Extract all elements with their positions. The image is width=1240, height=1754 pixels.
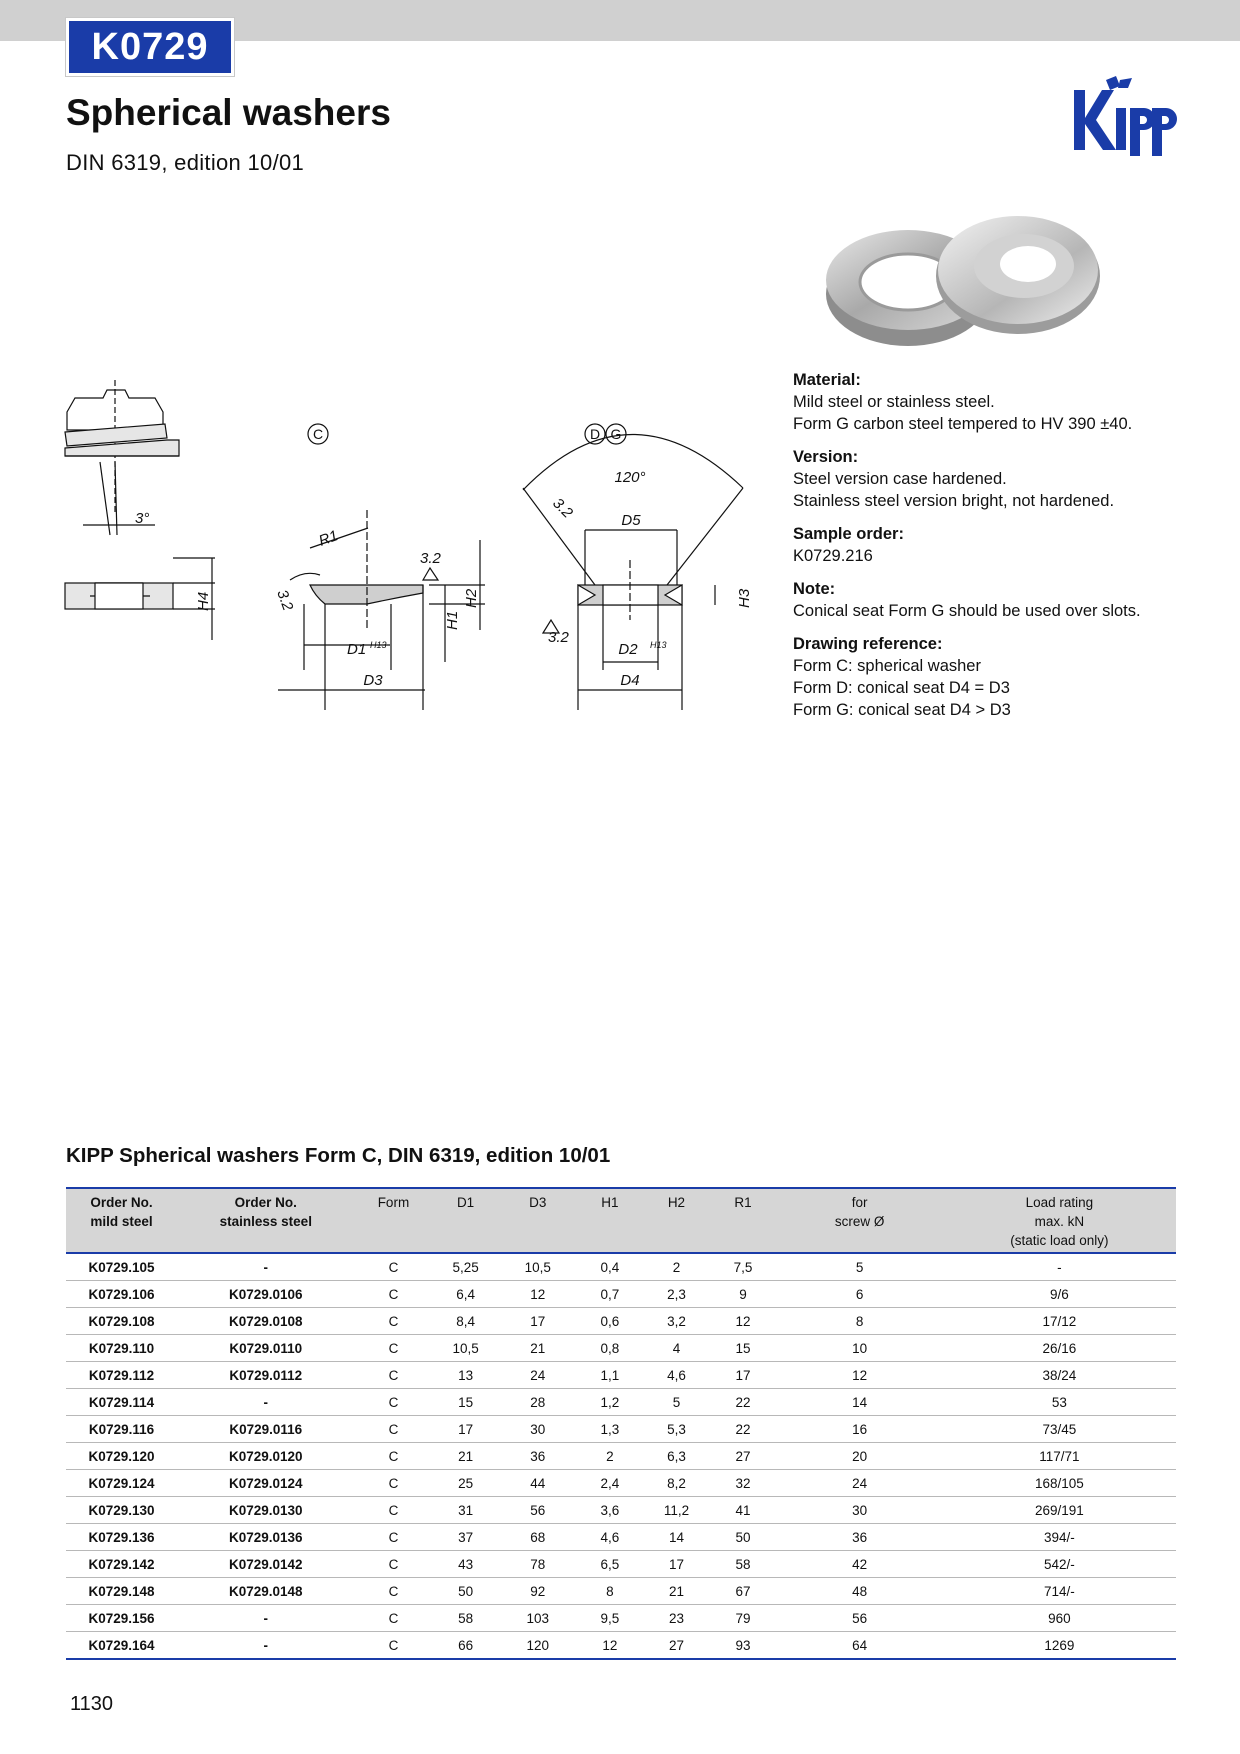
form-g-label: G bbox=[610, 426, 622, 442]
cell-form: C bbox=[355, 1416, 433, 1443]
sample-order-heading: Sample order: bbox=[793, 525, 904, 543]
cell-d3: 21 bbox=[499, 1335, 577, 1362]
cell-load-rating: 38/24 bbox=[943, 1362, 1176, 1389]
table-row bbox=[66, 1362, 1176, 1389]
cell-d1: 31 bbox=[432, 1497, 499, 1524]
cell-load-rating: 53 bbox=[943, 1389, 1176, 1416]
cell-d1: 43 bbox=[432, 1551, 499, 1578]
cell-h2: 5 bbox=[643, 1389, 710, 1416]
cell-h1: 0,6 bbox=[577, 1308, 644, 1335]
cell-d1: 50 bbox=[432, 1578, 499, 1605]
cell-order-no-mild: K0729.164 bbox=[66, 1632, 177, 1660]
cell-order-no-mild: K0729.108 bbox=[66, 1308, 177, 1335]
material-line: Form G carbon steel tempered to HV 390 ±40. bbox=[793, 415, 1133, 433]
drawing-reference-section bbox=[793, 633, 1193, 721]
table-row bbox=[66, 1308, 1176, 1335]
cell-form: C bbox=[355, 1281, 433, 1308]
cell-screw: 16 bbox=[776, 1416, 943, 1443]
cell-h2: 4,6 bbox=[643, 1362, 710, 1389]
cell-h2: 5,3 bbox=[643, 1416, 710, 1443]
note-section bbox=[793, 578, 1193, 622]
material-section bbox=[793, 369, 1193, 435]
cell-h1: 2 bbox=[577, 1443, 644, 1470]
cell-load-rating: 73/45 bbox=[943, 1416, 1176, 1443]
angle-120-label: 120° bbox=[614, 469, 646, 486]
cell-form: C bbox=[355, 1389, 433, 1416]
table-row bbox=[66, 1416, 1176, 1443]
col-header-r1: R1 bbox=[710, 1188, 777, 1253]
cell-r1: 50 bbox=[710, 1524, 777, 1551]
cell-load-rating: 542/- bbox=[943, 1551, 1176, 1578]
table-row bbox=[66, 1551, 1176, 1578]
cell-order-no-mild: K0729.142 bbox=[66, 1551, 177, 1578]
cell-r1: 7,5 bbox=[710, 1253, 777, 1281]
cell-load-rating: - bbox=[943, 1253, 1176, 1281]
cell-r1: 32 bbox=[710, 1470, 777, 1497]
d1-label: D1 bbox=[347, 641, 367, 658]
cell-form: C bbox=[355, 1362, 433, 1389]
cell-d3: 56 bbox=[499, 1497, 577, 1524]
cell-order-no-stainless: K0729.0142 bbox=[177, 1551, 355, 1578]
cell-h1: 4,6 bbox=[577, 1524, 644, 1551]
cell-screw: 6 bbox=[776, 1281, 943, 1308]
cell-order-no-stainless: - bbox=[177, 1253, 355, 1281]
cell-screw: 42 bbox=[776, 1551, 943, 1578]
cell-d1: 10,5 bbox=[432, 1335, 499, 1362]
cell-load-rating: 960 bbox=[943, 1605, 1176, 1632]
table-body bbox=[66, 1253, 1176, 1659]
h1-label: H1 bbox=[444, 610, 461, 630]
cell-order-no-mild: K0729.148 bbox=[66, 1578, 177, 1605]
cell-d3: 92 bbox=[499, 1578, 577, 1605]
col-header-screw: for screw Ø bbox=[776, 1188, 943, 1253]
cell-d1: 66 bbox=[432, 1632, 499, 1660]
version-line: Steel version case hardened. bbox=[793, 470, 1007, 488]
cell-form: C bbox=[355, 1551, 433, 1578]
material-line: Mild steel or stainless steel. bbox=[793, 393, 995, 411]
cell-d3: 17 bbox=[499, 1308, 577, 1335]
drawing-reference-line: Form C: spherical washer bbox=[793, 657, 981, 675]
col-header-order-stainless: Order No. stainless steel bbox=[177, 1188, 355, 1253]
cell-d1: 5,25 bbox=[432, 1253, 499, 1281]
table-row bbox=[66, 1578, 1176, 1605]
cell-form: C bbox=[355, 1497, 433, 1524]
cell-d3: 36 bbox=[499, 1443, 577, 1470]
cell-order-no-stainless: K0729.0110 bbox=[177, 1335, 355, 1362]
cell-h1: 8 bbox=[577, 1578, 644, 1605]
cell-d3: 10,5 bbox=[499, 1253, 577, 1281]
cell-r1: 9 bbox=[710, 1281, 777, 1308]
cell-r1: 93 bbox=[710, 1632, 777, 1660]
kipp-logo-icon bbox=[1072, 74, 1184, 158]
cell-load-rating: 269/191 bbox=[943, 1497, 1176, 1524]
roughness-label-c-top: 3.2 bbox=[420, 550, 441, 567]
col-header-load-rating: Load rating max. kN (static load only) bbox=[943, 1188, 1176, 1253]
version-heading: Version: bbox=[793, 448, 859, 466]
cell-h2: 2 bbox=[643, 1253, 710, 1281]
cell-order-no-mild: K0729.130 bbox=[66, 1497, 177, 1524]
cell-r1: 27 bbox=[710, 1443, 777, 1470]
washer-image-right bbox=[936, 216, 1100, 334]
col-header-d3: D3 bbox=[499, 1188, 577, 1253]
page-subtitle: DIN 6319, edition 10/01 bbox=[66, 150, 305, 175]
table-row bbox=[66, 1281, 1176, 1308]
cell-order-no-mild: K0729.112 bbox=[66, 1362, 177, 1389]
cell-screw: 30 bbox=[776, 1497, 943, 1524]
cell-h2: 11,2 bbox=[643, 1497, 710, 1524]
cell-load-rating: 117/71 bbox=[943, 1443, 1176, 1470]
table-row bbox=[66, 1443, 1176, 1470]
table-row bbox=[66, 1605, 1176, 1632]
cell-d1: 15 bbox=[432, 1389, 499, 1416]
cell-d3: 28 bbox=[499, 1389, 577, 1416]
cell-d3: 24 bbox=[499, 1362, 577, 1389]
cell-h1: 9,5 bbox=[577, 1605, 644, 1632]
cell-screw: 14 bbox=[776, 1389, 943, 1416]
cell-d1: 17 bbox=[432, 1416, 499, 1443]
h4-label: H4 bbox=[195, 591, 212, 611]
cell-h1: 0,7 bbox=[577, 1281, 644, 1308]
cell-h2: 8,2 bbox=[643, 1470, 710, 1497]
cell-form: C bbox=[355, 1308, 433, 1335]
product-photo bbox=[818, 214, 1108, 354]
drawing-reference-line: Form G: conical seat D4 > D3 bbox=[793, 701, 1011, 719]
cell-d3: 12 bbox=[499, 1281, 577, 1308]
cell-r1: 22 bbox=[710, 1389, 777, 1416]
d1-tolerance-label: H13 bbox=[370, 640, 387, 650]
cell-form: C bbox=[355, 1443, 433, 1470]
cell-h1: 0,4 bbox=[577, 1253, 644, 1281]
cell-load-rating: 9/6 bbox=[943, 1281, 1176, 1308]
cell-form: C bbox=[355, 1253, 433, 1281]
cell-d1: 37 bbox=[432, 1524, 499, 1551]
cell-form: C bbox=[355, 1524, 433, 1551]
d2-label: D2 bbox=[618, 641, 638, 658]
table-title: KIPP Spherical washers Form C, DIN 6319, edition 10/01 bbox=[66, 1144, 611, 1167]
cell-r1: 22 bbox=[710, 1416, 777, 1443]
cell-h2: 6,3 bbox=[643, 1443, 710, 1470]
h2-label: H2 bbox=[463, 588, 480, 608]
angle-3-label: 3° bbox=[135, 510, 150, 527]
col-header-h2: H2 bbox=[643, 1188, 710, 1253]
col-header-d1: D1 bbox=[432, 1188, 499, 1253]
cell-r1: 15 bbox=[710, 1335, 777, 1362]
cell-order-no-stainless: K0729.0148 bbox=[177, 1578, 355, 1605]
technical-drawing bbox=[55, 380, 765, 725]
cell-order-no-mild: K0729.106 bbox=[66, 1281, 177, 1308]
cell-d1: 58 bbox=[432, 1605, 499, 1632]
table-row bbox=[66, 1632, 1176, 1660]
table-row bbox=[66, 1524, 1176, 1551]
note-text: Conical seat Form G should be used over slots. bbox=[793, 602, 1141, 620]
cell-d3: 120 bbox=[499, 1632, 577, 1660]
sample-order-value: K0729.216 bbox=[793, 547, 873, 565]
cell-order-no-mild: K0729.156 bbox=[66, 1605, 177, 1632]
table-header-row bbox=[66, 1188, 1176, 1253]
cell-h2: 4 bbox=[643, 1335, 710, 1362]
cell-order-no-mild: K0729.105 bbox=[66, 1253, 177, 1281]
cell-form: C bbox=[355, 1578, 433, 1605]
cell-form: C bbox=[355, 1605, 433, 1632]
form-d-label: D bbox=[589, 426, 601, 442]
cell-load-rating: 26/16 bbox=[943, 1335, 1176, 1362]
cell-r1: 41 bbox=[710, 1497, 777, 1524]
col-header-h1: H1 bbox=[577, 1188, 644, 1253]
cell-h2: 27 bbox=[643, 1632, 710, 1660]
cell-h2: 14 bbox=[643, 1524, 710, 1551]
roughness-label-c-side: 3.2 bbox=[273, 587, 297, 613]
d5-label: D5 bbox=[621, 512, 641, 529]
roughness-label-dg-side: 3.2 bbox=[548, 629, 569, 646]
roughness-label-dg-top: 3.2 bbox=[549, 494, 576, 522]
cell-d1: 25 bbox=[432, 1470, 499, 1497]
cell-h2: 21 bbox=[643, 1578, 710, 1605]
cell-h2: 17 bbox=[643, 1551, 710, 1578]
cell-load-rating: 168/105 bbox=[943, 1470, 1176, 1497]
sample-order-section bbox=[793, 523, 1193, 567]
cell-r1: 17 bbox=[710, 1362, 777, 1389]
cell-screw: 56 bbox=[776, 1605, 943, 1632]
cell-r1: 58 bbox=[710, 1551, 777, 1578]
cell-d3: 78 bbox=[499, 1551, 577, 1578]
cell-form: C bbox=[355, 1335, 433, 1362]
version-line: Stainless steel version bright, not hardened. bbox=[793, 492, 1115, 510]
d2-tolerance-label: H13 bbox=[650, 640, 667, 650]
cell-load-rating: 714/- bbox=[943, 1578, 1176, 1605]
cell-order-no-stainless: - bbox=[177, 1605, 355, 1632]
cell-r1: 12 bbox=[710, 1308, 777, 1335]
cell-screw: 64 bbox=[776, 1632, 943, 1660]
d3-label: D3 bbox=[363, 672, 383, 689]
d4-label: D4 bbox=[620, 672, 640, 689]
cell-screw: 48 bbox=[776, 1578, 943, 1605]
r1-label: R1 bbox=[316, 527, 341, 550]
cell-order-no-stainless: K0729.0124 bbox=[177, 1470, 355, 1497]
page-title: Spherical washers bbox=[66, 92, 391, 133]
cell-h1: 3,6 bbox=[577, 1497, 644, 1524]
cell-screw: 20 bbox=[776, 1443, 943, 1470]
cell-r1: 67 bbox=[710, 1578, 777, 1605]
cell-h1: 1,3 bbox=[577, 1416, 644, 1443]
assembly-drawing bbox=[65, 380, 179, 512]
cell-order-no-stainless: K0729.0112 bbox=[177, 1362, 355, 1389]
cell-form: C bbox=[355, 1470, 433, 1497]
cell-h1: 0,8 bbox=[577, 1335, 644, 1362]
col-header-form: Form bbox=[355, 1188, 433, 1253]
note-heading: Note: bbox=[793, 580, 836, 598]
cell-order-no-mild: K0729.120 bbox=[66, 1443, 177, 1470]
h3-label: H3 bbox=[736, 588, 753, 608]
table-row bbox=[66, 1470, 1176, 1497]
product-table bbox=[66, 1187, 1176, 1660]
cell-d1: 6,4 bbox=[432, 1281, 499, 1308]
cell-order-no-stainless: K0729.0120 bbox=[177, 1443, 355, 1470]
cell-d1: 21 bbox=[432, 1443, 499, 1470]
cell-order-no-stainless: - bbox=[177, 1389, 355, 1416]
cell-form: C bbox=[355, 1632, 433, 1660]
cell-load-rating: 394/- bbox=[943, 1524, 1176, 1551]
cell-h1: 12 bbox=[577, 1632, 644, 1660]
cell-d3: 44 bbox=[499, 1470, 577, 1497]
cell-order-no-stainless: K0729.0130 bbox=[177, 1497, 355, 1524]
cell-r1: 79 bbox=[710, 1605, 777, 1632]
drawing-reference-line: Form D: conical seat D4 = D3 bbox=[793, 679, 1010, 697]
cell-order-no-stainless: K0729.0136 bbox=[177, 1524, 355, 1551]
table-row bbox=[66, 1497, 1176, 1524]
cell-d1: 13 bbox=[432, 1362, 499, 1389]
cell-d1: 8,4 bbox=[432, 1308, 499, 1335]
table-row bbox=[66, 1253, 1176, 1281]
cell-h2: 2,3 bbox=[643, 1281, 710, 1308]
cell-h1: 1,2 bbox=[577, 1389, 644, 1416]
cell-order-no-mild: K0729.136 bbox=[66, 1524, 177, 1551]
cell-screw: 36 bbox=[776, 1524, 943, 1551]
cell-screw: 8 bbox=[776, 1308, 943, 1335]
cell-load-rating: 1269 bbox=[943, 1632, 1176, 1660]
section-h4 bbox=[65, 558, 215, 640]
cell-h1: 1,1 bbox=[577, 1362, 644, 1389]
table-row bbox=[66, 1389, 1176, 1416]
material-heading: Material: bbox=[793, 371, 861, 389]
cell-screw: 5 bbox=[776, 1253, 943, 1281]
version-section bbox=[793, 446, 1193, 512]
table-row bbox=[66, 1335, 1176, 1362]
cell-d3: 30 bbox=[499, 1416, 577, 1443]
cell-order-no-mild: K0729.124 bbox=[66, 1470, 177, 1497]
cell-d3: 68 bbox=[499, 1524, 577, 1551]
product-info bbox=[793, 369, 1193, 732]
cell-screw: 10 bbox=[776, 1335, 943, 1362]
cell-order-no-mild: K0729.116 bbox=[66, 1416, 177, 1443]
cell-order-no-stainless: K0729.0116 bbox=[177, 1416, 355, 1443]
cell-h1: 2,4 bbox=[577, 1470, 644, 1497]
page-number: 1130 bbox=[70, 1693, 114, 1715]
cell-order-no-stainless: K0729.0106 bbox=[177, 1281, 355, 1308]
cell-h2: 23 bbox=[643, 1605, 710, 1632]
cell-order-no-mild: K0729.110 bbox=[66, 1335, 177, 1362]
cell-h1: 6,5 bbox=[577, 1551, 644, 1578]
product-code-badge: K0729 bbox=[66, 18, 234, 76]
form-c-label: C bbox=[312, 426, 324, 442]
cell-screw: 12 bbox=[776, 1362, 943, 1389]
drawing-reference-heading: Drawing reference: bbox=[793, 635, 943, 653]
cell-order-no-stainless: - bbox=[177, 1632, 355, 1660]
cell-d3: 103 bbox=[499, 1605, 577, 1632]
col-header-order-mild: Order No. mild steel bbox=[66, 1188, 177, 1253]
cell-h2: 3,2 bbox=[643, 1308, 710, 1335]
cell-order-no-stainless: K0729.0108 bbox=[177, 1308, 355, 1335]
cell-screw: 24 bbox=[776, 1470, 943, 1497]
cell-load-rating: 17/12 bbox=[943, 1308, 1176, 1335]
cell-order-no-mild: K0729.114 bbox=[66, 1389, 177, 1416]
